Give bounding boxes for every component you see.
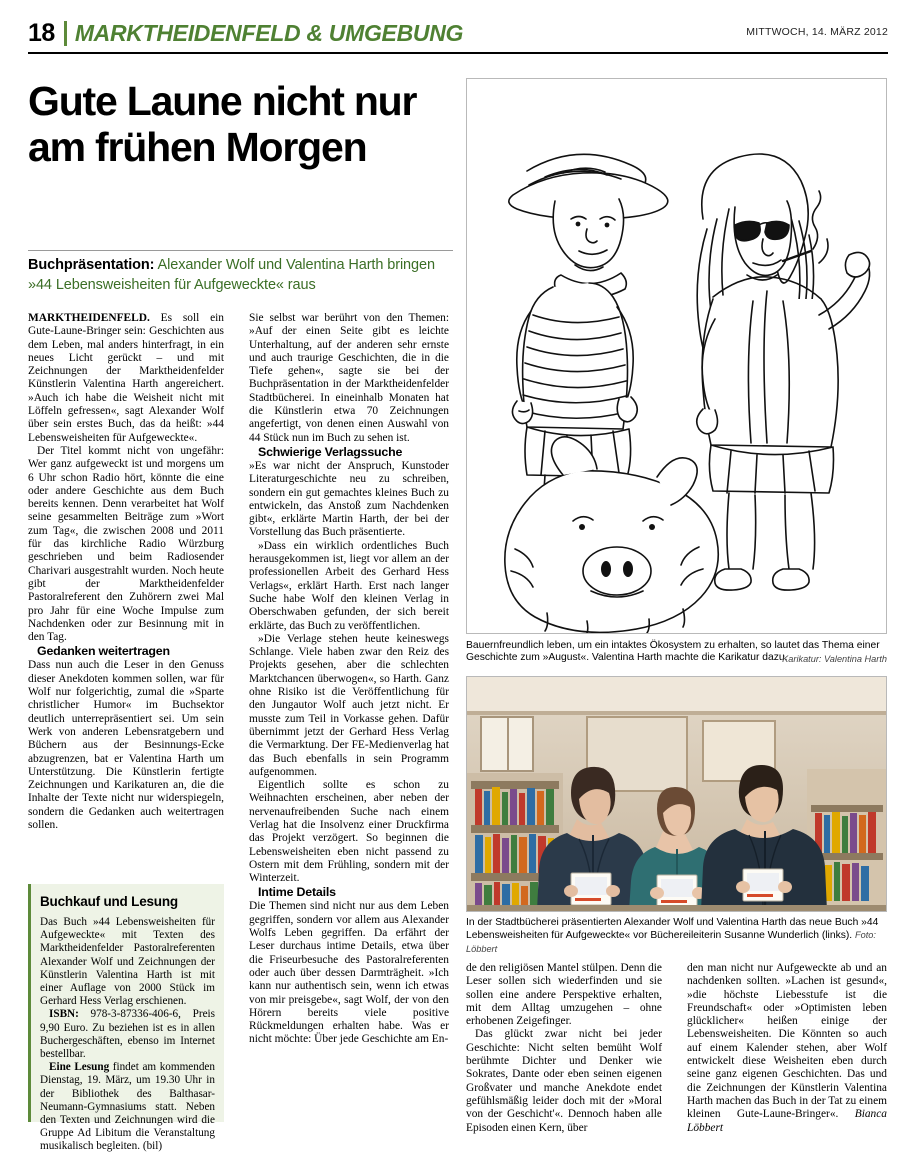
isbn-value: 978-3-87336-406-6, Preis 9,90 Euro. Zu beziehen ist es in allen Buchergeschäften, ebenso im Internet bestellbar. [40, 1008, 215, 1061]
paragraph: »Die Verlage stehen heute keineswegs Schlange. Viele haben zwar den Reiz des Projekts gesehen, aber die schlechten Marktchancen überwogen«, so Harth. Ganz ohne Risiko ist die Veröffentlichung für den Jungautor Wolf auch jetzt nicht. Er musste zum Teil in Vorkasse gehen. Dafür übernimmt jetzt der Gerhard Hess Verlag die Vermarktung. Der FE-Medienverlag hat das Buch ebenfalls in sein Programm aufgenommen. [249, 632, 449, 778]
photo-caption-text: In der Stadtbücherei präsentierten Alexander Wolf und Valentina Harth das neue Buch »44 Lebensweisheiten für Aufgeweckte« vor Büchereileiterin Susanne Wunderlich (links). [466, 917, 879, 942]
body-column-1 [28, 312, 224, 832]
cartoon-svg [467, 79, 886, 633]
paragraph [687, 962, 887, 1135]
paragraph [28, 312, 224, 445]
info-box-reading [40, 1061, 215, 1153]
paragraph-text: den man nicht nur Aufgeweckte ab und an nachdenken sollten. »Lachen ist gesund«, »die höchste Liebesstufe ist die Freundschaft« oder »Optimisten leben glücklicher« heißen einige der Lebensweisheiten. Die Könnten so auch auf einem Kalender stehen, aber Wolf entwickelt diese Weisheiten eben durch seine ganz eigenen Geschichten. Das und die Zeichnungen der Künstlerin Valentina Harth machen das Buch in der Tat zu einem kleinen Gute-Laune-Bringer«. [687, 962, 887, 1121]
paragraph-text: Es soll ein Gute-Laune-Bringer sein: Geschichten aus dem Leben, mal anders hinterfragt, in ein neues Licht gerückt – und mit Zeichnungen der Marktheidenfelder Künstlerin Valentina Harth angereichert. »Auch ich habe die Weisheit nicht mit Löffeln gefressen«, sagt Alexander Wolf über sein erstes Buch, das da heißt: »44 Lebensweisheiten für Aufgeweckte«. [28, 312, 224, 444]
subheadline-text: Alexander Wolf und Valentina Harth bringen »44 Lebensweisheiten für Aufgeweckte« raus [28, 257, 435, 293]
paragraph: Dass nun auch die Leser in den Genuss dieser Anekdoten kommen sollen, war für Wolf nur folgerichtig, zumal die »Sparte christlicher Humor« im Buchsektor deutlich unterrepräsentiert sei. Um sein Werk von anderen Lebensratgebern und Büchern aus der Besinnungs-Ecke abzugrenzen, bat er Valentina Harth um Unterstützung. Die Künstlerin fertigte Zeichnungen und Karikaturen an, die die Inhalte der Texte nicht nur widerspiegeln, sondern die Gedanken auch weitertragen sollen. [28, 659, 224, 831]
cartoon-credit: Karikatur: Valentina Harth [782, 654, 887, 664]
cartoon-caption-text: Bauernfreundlich leben, um ein intaktes Ökosystem zu erhalten, so lautet das Thema einer Geschichte zum »August«. Valentina Harth machte die Karikatur dazu. [466, 640, 880, 664]
paragraph: Die Themen sind nicht nur aus dem Leben gegriffen, sondern vor allem aus Alexander Wolfs Leben gegriffen. Da erfährt der Leser durchaus intime Details, etwa über die Friseurbesuche des Pastoralreferenten oder auch über dessen Darmträgheit. »Ich kann nur authentisch sein, wenn ich etwas von mir preisgebe«, sagt Wolf, der von den Hörern bereits viele positive Rückmeldungen erhalten habe. Was er nicht möchte: Über jede Geschichte am En- [249, 900, 449, 1046]
masthead-divider [64, 21, 67, 46]
info-box [28, 884, 224, 1153]
body-column-4 [687, 962, 887, 1135]
issue-date: MITTWOCH, 14. MÄRZ 2012 [746, 26, 888, 38]
masthead-bottom-rule [28, 52, 888, 54]
section-heading: Schwierige Verlagssuche [258, 444, 403, 459]
body-column-2 [249, 312, 449, 1047]
cartoon-illustration [466, 78, 887, 634]
photo-svg [467, 677, 886, 911]
byline: Bianca Löbbert [687, 1108, 887, 1134]
paragraph: de den religiösen Mantel stülpen. Denn die Leser sollen sich wiederfinden und sie sollen eine andere Perspektive erhalten, mit dem Alltag umzugehen – ohne erhobenen Zeigefinger. [466, 962, 662, 1028]
section-heading: Gedanken weitertragen [37, 644, 170, 659]
paragraph: Sie selbst war berührt von den Themen: »Auf der einen Seite gibt es leichte Unterhaltung, auf der anderen sehr ernste und auch traurige Geschichten, die in die Tiefe gehen«, sagte sie bei der Buchpräsentation in der Marktheidenfelder Stadtbücherei. In eineinhalb Monaten hat die Künstlerin etwa 70 Zeichnungen angefertigt, von denen einen Auswahl von 44 Stück nun im Buch zu sehen ist. [249, 312, 449, 444]
reading-text: findet am kommenden Dienstag, 19. März, um 19.30 Uhr in der Bibliothek des Balthasar-Neumann-Gymnasiums statt. Neben den Texten und Zeichnungen wird die Gruppe Ad Libitum die Veranstaltung musikalisch begleiten. [40, 1061, 215, 1153]
paragraph: »Dass ein wirklich ordentliches Buch herausgekommen ist, liegt vor allem an der professionellen Arbeit des Gerhard Hess Verlags«, erklärt Harth. Erst nach langer Suche habe Wolf den kleinen Verlag in Oberschwaben gefunden, der sich bereit erklärte, das Buch zu veröffentlichen. [249, 539, 449, 632]
reading-label: Eine Lesung [49, 1061, 110, 1074]
paragraph: Das glückt zwar nicht bei jeder Geschichte: Nicht selten bemüht Wolf berühmte Dichter und Denker wie Sokrates, Dante oder eben seinen eigenen Großvater und manche Anekdote endet gefühlsmäßig leider doch mit der »Moral von der Geschicht'«. Dennoch haben alle Episoden einen Kern, über [466, 1028, 662, 1134]
paragraph: »Es war nicht der Anspruch, Kunstoder Literaturgeschichte neu zu schreiben, sondern ein gut gemachtes kleines Buch zu entwickeln, das Anstoß zum Nachdenken gibt«, erklärte Martin Harth, der bei der Vorstellung das Buch präsentierte. [249, 459, 449, 539]
paragraph: Eigentlich sollte es schon zu Weihnachten erscheinen, aber neben der nervenaufreibenden Suche nach einem Verlag hat die Insolvenz einer Druckfirma das Projekt verzögert. So beginnen die Lebensweisheiten eben nicht passend zu Ostern mit dem Frühling, sondern mit der Winterzeit. [249, 779, 449, 885]
info-box-signature: (bil) [142, 1140, 163, 1153]
body-column-3 [466, 962, 662, 1135]
photo-caption [466, 917, 887, 956]
photo-credit: Foto: Löbbert [466, 930, 876, 954]
cartoon-caption [466, 640, 887, 665]
section-heading: Intime Details [258, 885, 336, 900]
subhead-rule [28, 250, 453, 251]
subheadline-label: Buchpräsentation: [28, 257, 155, 273]
isbn-label: ISBN: [49, 1008, 79, 1021]
masthead [28, 16, 888, 50]
dateline: MARKTHEIDENFELD. [28, 312, 150, 324]
page-title: Gute Laune nicht nur am frühen Morgen [28, 78, 417, 170]
info-box-title: Buchkauf und Lesung [40, 894, 178, 909]
subheadline [28, 256, 453, 295]
info-box-isbn [40, 1008, 215, 1061]
section-title: MARKTHEIDENFELD & UMGEBUNG [74, 19, 464, 46]
page-number: 18 [28, 18, 55, 47]
photo-library-presentation [466, 676, 887, 912]
paragraph: Der Titel kommt nicht von ungefähr: Wer ganz aufgeweckt ist und morgens um 6 Uhr schon Radio hört, könnte die eine oder andere Geschichte aus dem Buch bereits kennen. Denn verarbeitet hat Wolf seine gesammelten Beiträge zum »Wort zum Tag«, die zwischen 2008 und 2011 für das kirchliche Radio Würzburg geschrieben und beim Radiosender Charivari ausgestrahlt wurden. Noch heute gibt der Marktheidenfelder Pastoralreferent den Zuhörern zwei Mal pro Jahr für eine Woche Impulse zum Nachdenken oder zur Besinnung mit in den Tag. [28, 444, 224, 644]
info-box-paragraph: Das Buch »44 Lebensweisheiten für Aufgeweckte« mit Texten des Marktheidenfelder Pastoralreferenten Alexander Wolf und Zeichnungen der Künstlerin Valentina Harth ist mit einer Auflage von 2000 Stück im Gerhard Hess Verlag erschienen. [40, 916, 215, 1008]
